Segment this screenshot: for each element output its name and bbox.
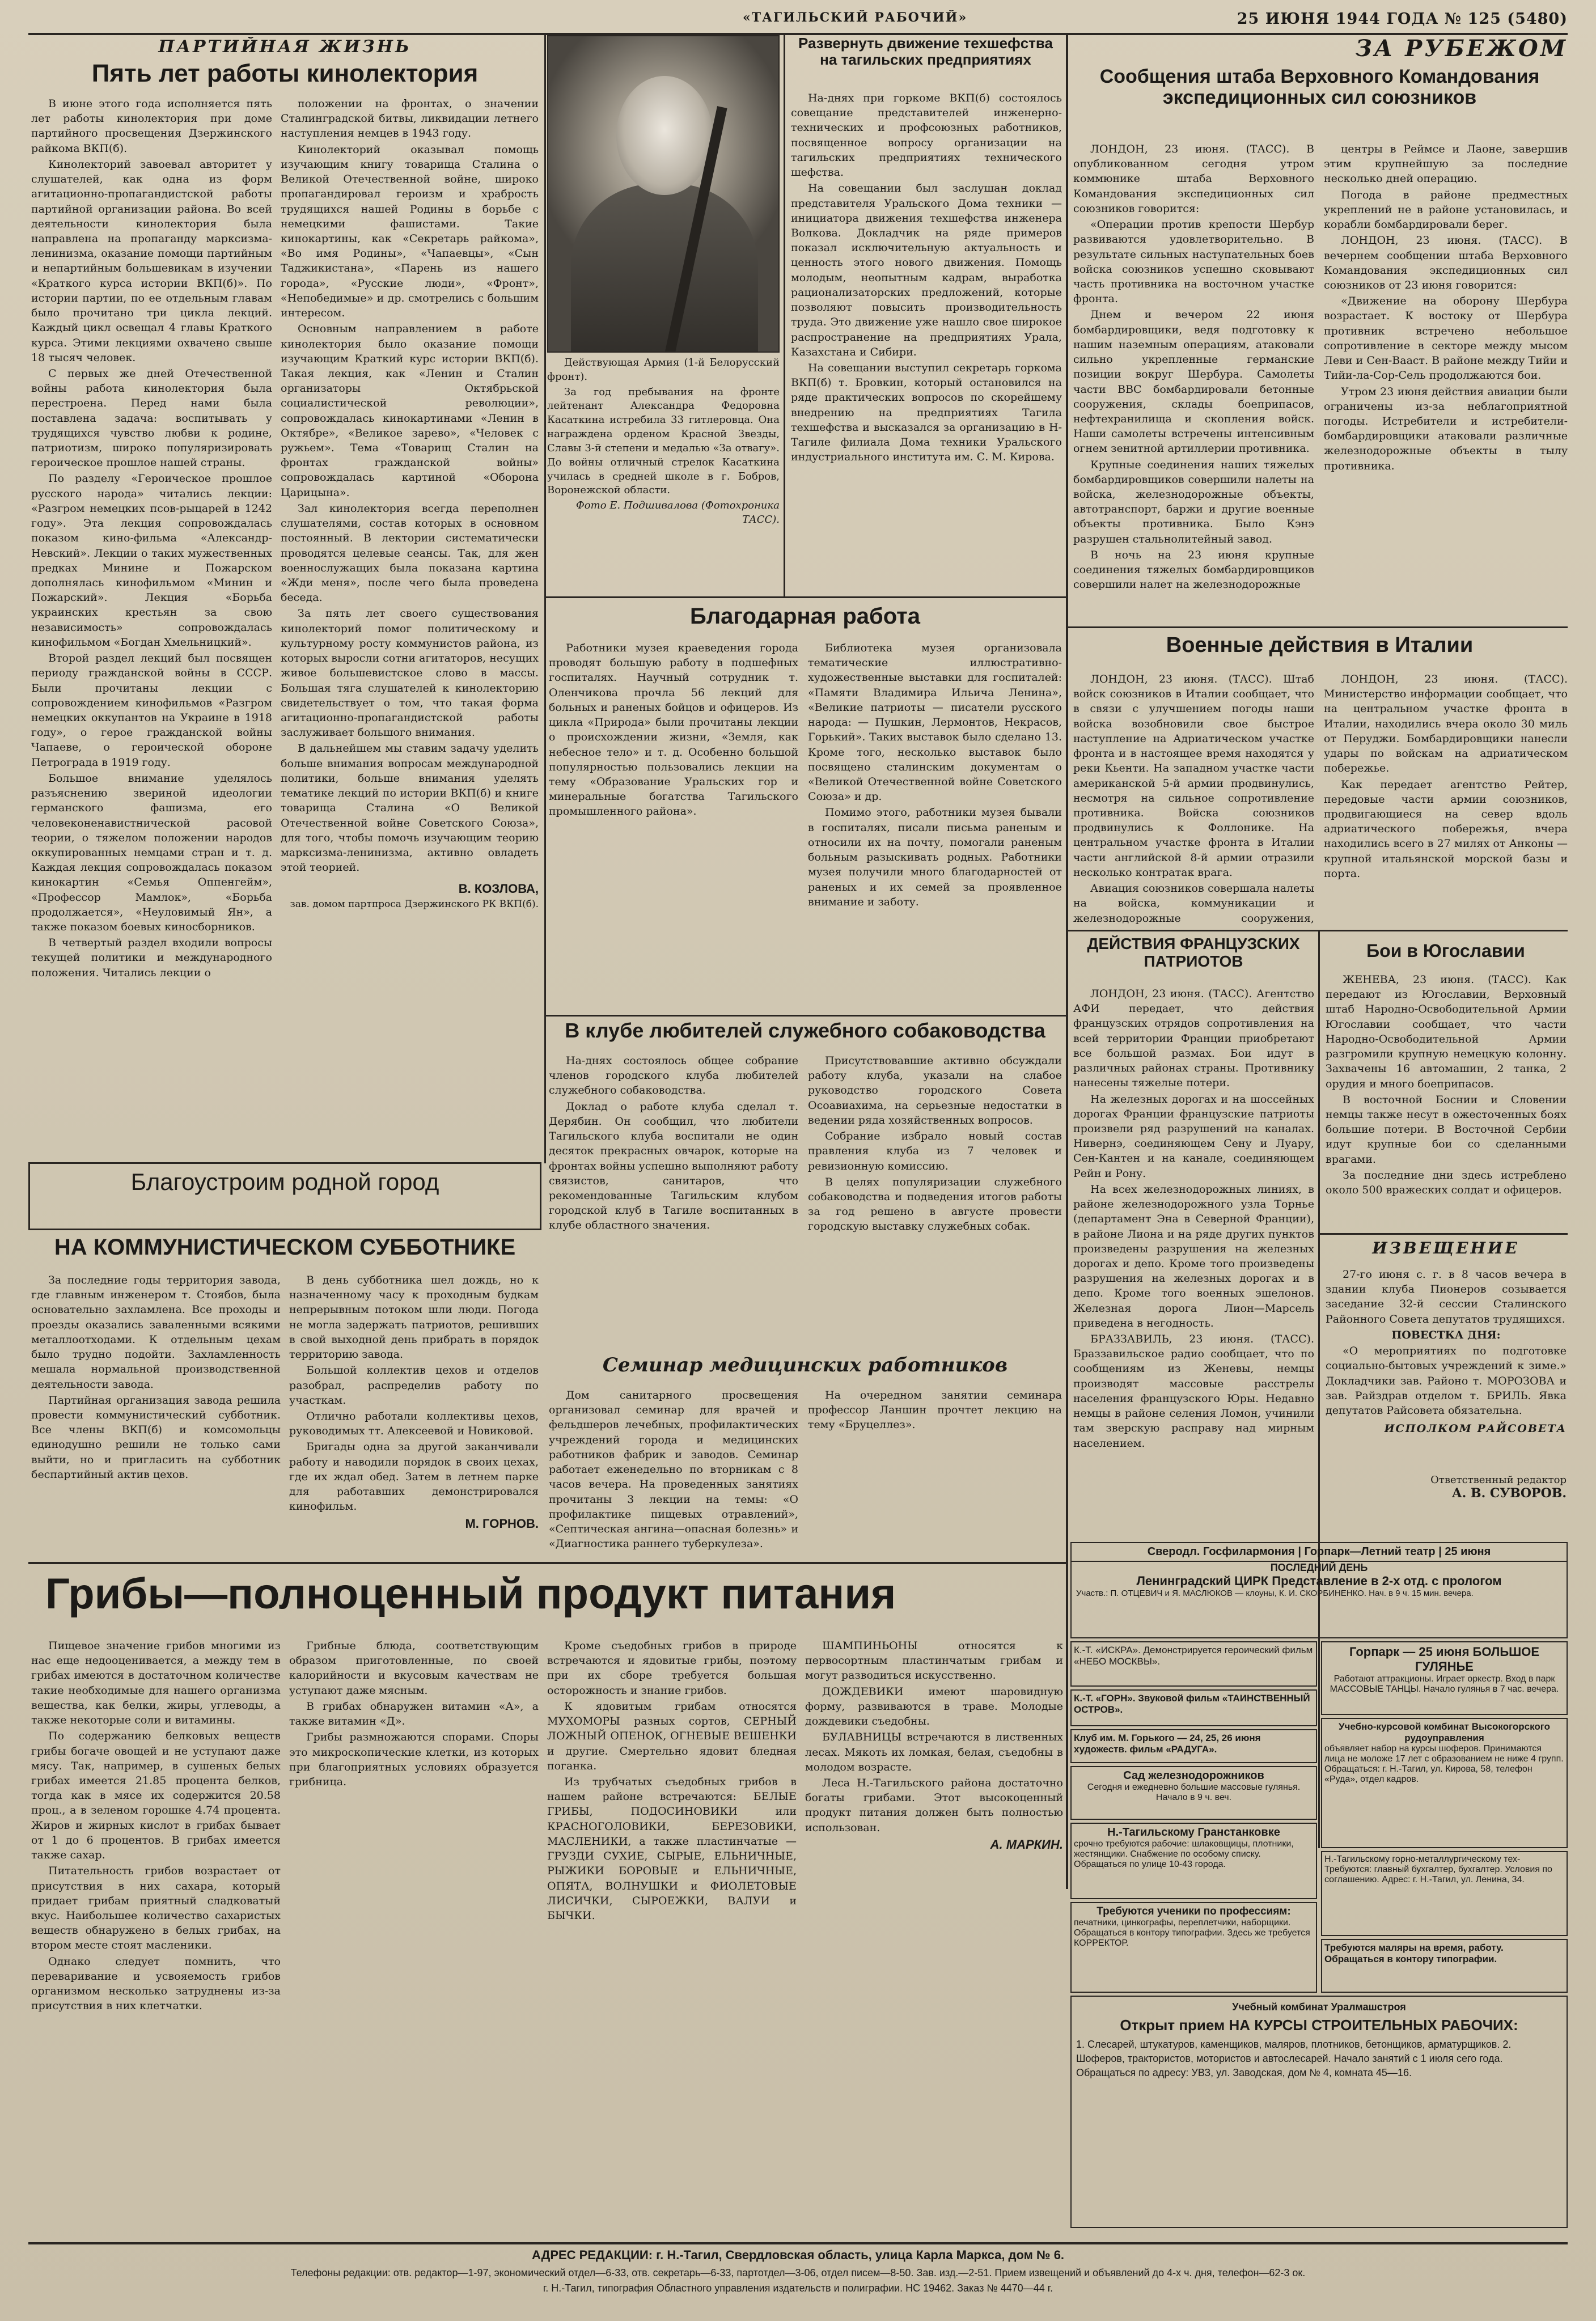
ad-text: Требуются маляры на время, работу. Обращаться в контору типографии. (1324, 1942, 1504, 1964)
footer-rule (28, 2242, 1568, 2244)
footer-print: г. Н.-Тагил, типография Областного управления издательств и полиграфии. НС 19462. Заказ № 4470—44 г. (543, 2282, 1053, 2294)
french-header (1072, 935, 1315, 981)
paragraph: За последние дни здесь истреблено около 500 вражеских солдат и офицеров. (1326, 1168, 1567, 1197)
paragraph: Однако следует помнить, что переваривание и усвояемость грибов организмом несколько затруднены из-за присутствия в них клетчатки. (31, 1955, 281, 2013)
notice-sign: ИСПОЛКОМ РАЙСОВЕТА (1384, 1422, 1567, 1435)
ad-painters (1321, 1939, 1568, 1993)
paragraph: На очередном занятии семинара профессор Ланшин прочтет лекцию на тему «Бруцеллез». (808, 1389, 1062, 1431)
paragraph: Утром 23 июня действия авиации были ограничены из-за неблагоприятной погоды. Истребители и истребители-бомбардировщики атаковали различные железнодорожные объекты в тылу противника. (1324, 385, 1568, 472)
paragraph: ШАМПИНЬОНЫ относятся к первосортным пластинчатым грибам и могут разводиться искусственно. (805, 1640, 1063, 1682)
paragraph: К ядовитым грибам относятся МУХОМОРЫ разных сортов, СЕРНЫЙ ЛОЖНЫЙ ОПЕНОК, ОГНЕВЫЕ ВЕШЕНКИ и другие. Смертельно ядовит бледная поганка. (547, 1700, 797, 1772)
paragraph: На-днях при горкоме ВКП(б) состоялось совещание представителей инженерно-технических и профсоюзных работников, посвященное вопросу организации на тагильских предприятиях технического шефства. (791, 92, 1062, 179)
paragraph: С первых же дней Отечественной войны работа кинолектория была перестроена. Перед нами была поставлена задача: воспитывать у трудящихся чувство любви к родине, патриотизм, широко популяризировать героическое прошлое нашей страны. (31, 367, 272, 469)
paragraph: На-днях состоялось общее собрание членов городского клуба любителей служебного собаководства. (549, 1054, 798, 1097)
article-title: Бои в Югославии (1366, 941, 1525, 961)
article-title: НА КОММУНИСТИЧЕСКОМ СУББОТНИКЕ (54, 1235, 516, 1260)
article-title: Семинар медицинских работников (602, 1355, 1008, 1376)
ad-title: Горпарк — 25 июня БОЛЬШОЕ ГУЛЯНЬЕ (1349, 1645, 1540, 1674)
paragraph: В восточной Боснии и Словении немцы также несут в ожесточенных боях большие потери. В Восточной Сербии идут крупные бои со сделанными врагами. (1326, 1093, 1567, 1166)
paragraph: Грибные блюда, соответствующим образом приготовленные, по своей калорийности и вкусовым качествам не уступают даже мясным. (289, 1640, 539, 1697)
gratitude-col2 (808, 641, 1062, 1015)
italy-col1 (1073, 672, 1314, 924)
paragraph: Зал кинолектория всегда переполнен слушателями, состав которых в основном постоянный. В лектории систематически проводятся целевые сеансы. Так, для жен военнослужащих была показана картина «Жди меня», после чего была проведена беседа. (281, 502, 539, 604)
paragraph: Леса Н.-Тагильского района достаточно богаты грибами. Этот высокоценный продукт питания должен быть полностью использован. (805, 1776, 1063, 1834)
paragraph: В дальнейшем мы ставим задачу уделить больше внимания вопросам международной политики, больше внимания уделять тематике лекций по истории ВКП(б) и книге товарища Сталина «О Великой Отечественной войне Советского Союза», для того, чтобы помочь изучающим теорию марксизма-ленинизма, активно овладеть этой теорией. (281, 742, 539, 874)
paragraph: Кинолекторий завоевал авторитет у слушателей, как одна из форм агитационно-пропагандистской работы партийной организации района. Во всей деятельности кинолектория была направлена на пропаганду марксизма-ленинизма, оказание помощи партийным и непартийным большевикам в изучении «Краткого курса истории ВКП(б)». По истории партии, по ее отдельным главам было прочитано три цикла лекций. Каждый цикл освещал 4 главы Краткого курса. Этими лекциями охвачено свыше 18 тысяч человек. (31, 158, 272, 364)
photo-sniper (547, 35, 780, 353)
paragraph: Работники музея краеведения города проводят большую работу в подшефных госпиталях. Научный сотрудник т. Оленчикова прочла 56 лекций для больных и раненых бойцов и офицеров. Из цикла «Природа» были прочитаны лекции о происхождении жизни, «Земля, как небесное тело» и т. д. Особенно большой популярностью пользовались лекции на тему «Образование Уральских гор и минеральные богатства Тагильского промышленного района». (549, 642, 798, 818)
seminar-col1 (549, 1388, 798, 1558)
seminar-col2 (808, 1388, 1062, 1558)
ad-mining (1321, 1851, 1568, 1936)
editor-name: А. В. СУВОРОВ. (1451, 1486, 1567, 1501)
paragraph: Днем и вечером 22 июня бомбардировщики, ведя подготовку к нашим наземным операциям, атаковали сильно укрепленные германские позиции вокруг Шербура. Самолеты части ВВС бомбардировали бетонные сооружения, склады боеприпасов, нефтехранилища и скопления войск. Наши самолеты встречены интенсивным огнем зенитной артиллерии противника. (1073, 308, 1314, 455)
ad-iskra (1070, 1641, 1317, 1687)
city-col2 (289, 1273, 539, 1556)
ad-title: Требуются ученики по профессиям: (1097, 1905, 1291, 1917)
paragraph: По содержанию белковых веществ грибы богаче овощей и не уступают даже мясу. Так, например, в сушеных белых грибах имеется 21.85 процента белков, тогда как в мясе их содержится 20.58 проц., а в зеленом горошке 4.74 процента. Жиров и жирных кислот в грибах бывает от 1 до 6 процентов. В грибах имеется также сахар. (31, 1730, 281, 1862)
paragraph: «Операции против крепости Шербур развиваются удовлетворительно. В результате сильных наступательных боев войска союзников успешно сковывают часть противника на восточном участке фронта. (1073, 218, 1314, 306)
caption-text: За год пребывания на фронте лейтенант Александра Федоровна Касаткина истребила 33 гитлеровца. Она награждена орденом Красной Звезды, Славы 3-й степени и медалью «За отвагу». До войны отличный стрелок Касаткина училась в средней школе в г. Бобров, Воронежской области. (547, 386, 780, 497)
paragraph: Погода в районе предместных укреплений не в районе установилась, и корабли бомбардировали берег. (1324, 188, 1568, 231)
paragraph: Партийная организация завода решила провести коммунистический субботник. Все члены ВКП(б) и комсомольцы единодушно решили не только сами выйти, но и пригласить на субботник беспартийный актив цехов. (31, 1394, 281, 1481)
ad-text: Н.-Тагильскому горно-металлургическому тех- Требуются: главный бухгалтер, бухгалтер. Условия по соглашению. Адрес: г. Н.-Тагил, ул. Ленина, 34. (1324, 1854, 1552, 1884)
article-title: Пять лет работы кинолектория (91, 60, 479, 87)
section-rubric: Благоустроим родной город (130, 1168, 439, 1195)
footer-phones: Телефоны редакции: отв. редактор—1-97, экономический отдел—6-33, отв. секретарь—6-33, партотдел—3-06, отдел писем—8-50. Зав. изд.—2-51. Прием извещений и объявлений до 4-х ч. дня, телефон—62-3 ок. (290, 2267, 1306, 2278)
ad-text: Клуб им. М. Горького — 24, 25, 26 июня художеств. фильм «РАДУГА». (1074, 1733, 1261, 1755)
column-rule (1066, 35, 1068, 1889)
kinolectory-col2 (281, 96, 539, 1157)
kinolectory-header (28, 37, 541, 91)
techshefstvo-body (791, 91, 1062, 595)
dogclub-col1 (549, 1053, 798, 1354)
techshefstvo-header (788, 35, 1063, 89)
article-title: ДЕЙСТВИЯ ФРАНЦУЗСКИХ ПАТРИОТОВ (1087, 935, 1300, 970)
paragraph: Крупные соединения наших тяжелых бомбардировщиков совершили налеты на войска, железнодорожные объекты, автотранспорт, баржи и другие военные объекты противника. Было Кэнэ разрушен стальнолитейный завод. (1073, 458, 1314, 545)
ad-main: Ленинградский ЦИРК Представление в 2-х отд. с прологом (1136, 1574, 1502, 1588)
ad-text: 1. Слесарей, штукатуров, каменщиков, маляров, плотников, бетонщиков, арматурщиков. 2. Шоферов, трактористов, мотористов и автослесарей. Начало занятий с 1 июля сего года. Обращаться по адресу: УВЗ, ул. Заводская, дом № 4, комната 45—16. (1076, 2039, 1512, 2079)
italy-header (1072, 634, 1568, 668)
paragraph: БУЛАВНИЦЫ встречаются в лиственных лесах. Мякоть их ломкая, белая, съедобны в молодом возрасте. (805, 1731, 1063, 1773)
article-title: Военные действия в Италии (1166, 634, 1474, 657)
ad-gorky (1070, 1729, 1317, 1763)
mushrooms-col1 (31, 1638, 281, 2239)
paragraph: Из трубчатых съедобных грибов в нашем районе встречаются: БЕЛЫЕ ГРИБЫ, ПОДОСИНОВИКИ или КРАСНОГОЛОВИКИ, БЕРЕЗОВИКИ, МАСЛЕНИКИ, а также пластинчатые — ГРУЗДИ СУХИЕ, СЫРЫЕ, ЕЛЬНИЧНЫЕ, РЫЖИКИ БОРОВЫЕ и ЕЛЬНИЧНЫЕ, ОПЯТА, ВОЛНУШКИ и ФИОЛЕТОВЫЕ ЛИСИЧКИ, СЫРОЕЖКИ, ВАЛУИ и БЫЧКИ. (547, 1775, 797, 1922)
mushrooms-col4 (805, 1638, 1063, 2239)
paragraph: Кроме съедобных грибов в природе встречаются и ядовитые грибы, поэтому при их сборе требуется большая осторожность и знание грибов. (547, 1640, 797, 1697)
paragraph: ЛОНДОН, 23 июня. (ТАСС). В вечернем сообщении штаба Верховного Командования экспедиционных сил союзников от 23 июня говорится: (1324, 234, 1568, 291)
paragraph: положении на фронтах, о значении Сталинградской битвы, ликвидации летнего наступления немцев в 1943 году. (281, 98, 539, 140)
abroad-col2 (1324, 142, 1568, 624)
paragraph: Большое внимание уделялось разъяснению звериной идеологии германского фашизма, его человеконенавистнической расовой теории, о тяжелом положении народов оккупированных немцами стран и т. д. Каждая лекция сопровождалась показом кинокартин «Семья Оппенгейм», «Профессор Мамлок», «Борьба продолжается», «Неуловимый Ян», а также показом боевых киносборников. (31, 772, 272, 934)
ad-text: Сегодня и ежедневно большие массовые гулянья. Начало в 9 ч. веч. (1087, 1782, 1301, 1802)
article-title: В клубе любителей служебного собаководства (565, 1019, 1045, 1042)
gratitude-col1 (549, 641, 798, 1015)
ad-school: Учебный комбинат Уралмашстроя (1232, 2001, 1406, 2013)
ad-title: Н.-Тагильскому Гранстанковке (1107, 1826, 1280, 1839)
paragraph: Грибы размножаются спорами. Споры это микроскопические клетки, из которых при благоприятных условиях образуется грибница. (289, 1731, 539, 1788)
paragraph: В целях популяризации служебного собаководства и подведения итогов работы за год решено в августе провести городскую выставку служебных собак. (808, 1175, 1062, 1233)
section-rubric: ПАРТИЙНАЯ ЖИЗНЬ (158, 37, 412, 57)
paragraph: Кинолекторий оказывал помощь изучающим книгу товарища Сталина о Великой Отечественной войне, широко пропагандировал героизм и храбрость трудящихся нашей Родины в борьбе с немецкими фашистами. Такие кинокартины, как «Секретарь райкома», «Во имя Родины», «Чапаевцы», «Сын Таджикистана», «Парень из нашего города», «Русские люди», «Фронт», «Непобедимые» и др. смотрелись с большим интересом. (281, 143, 539, 320)
paragraph: Бригады одна за другой заканчивали работу и наводили порядок в своих цехах, где их ждал обед. Затем в летнем парке для работавших демонстрировался кинофильм. (289, 1441, 539, 1513)
article-title: Грибы—полноценный продукт питания (45, 1570, 896, 1618)
photo-figure (571, 184, 758, 353)
paragraph: Библиотека музея организовала тематические иллюстративно-художественные выставки для госпиталей: «Памяти Владимира Ильича Ленина», «Великие патриоты — писатели русского народа: — Пушкин, Лермонтов, Некрасов, Горький». Таких выставок было сделано 13. Кроме того, несколько выставок было посвящено сталинским документам о «Великой Отечественной войне Советского Союза» и др. (808, 642, 1062, 803)
paragraph: центры в Реймсе и Лаоне, завершив этим крупнейшую за последние несколько дней операцию. (1324, 143, 1568, 185)
ad-garden (1070, 1766, 1317, 1820)
paragraph: На совещании выступил секретарь горкома ВКП(б) т. Бровкин, который остановился на ряде практических вопросов по скорейшему внедрению на предприятиях Тагила техшефства и высказался за организацию в Н-Тагиле филиала Дома техники Уральского индустриального института им. С. М. Кирова. (791, 361, 1062, 464)
ad-title: Сверодл. Госфилармония | Горпарк—Летний театр | 25 июня (1072, 1543, 1567, 1562)
city-rubric-box (28, 1162, 541, 1230)
abroad-col1 (1073, 142, 1314, 624)
paragraph: На железных дорогах и на шоссейных дорогах Франции французские патриоты произвели ряд разрушений на каналах. Нивернэ, соединяющем Сену и Луару, Сен-Кантен и на канале, соединяющем Рейн и Рону. (1073, 1092, 1314, 1180)
ad-gorpark (1321, 1641, 1568, 1715)
caption-line: Действующая Армия (1-й Белорусский фронт). (547, 357, 780, 383)
ad-sub: ПОСЛЕДНИЙ ДЕНЬ (1270, 1562, 1368, 1573)
column-rule (544, 35, 546, 1163)
paragraph: На совещании был заслушан доклад представителя Уральского Дома техники — инициатора движения техшефства инженера Волкова. Докладчик на ряде примеров показал исключительную актуальность и ценность этого нового движения. Помощь молодым, неопытным кадрам, выработка рационализаторских предложений, которые позволяют повысить производительность труда. Это движение уже нашло свое широкое распространение на предприятиях Урала, Казахстана и Сибири. (791, 182, 1062, 358)
agenda-label: ПОВЕСТКА ДНЯ: (1391, 1328, 1501, 1341)
ad-build-courses (1070, 1996, 1568, 2228)
column-rule (1318, 930, 1320, 1848)
paragraph: Отлично работали коллективы цехов, руководимых тт. Алексеевой и Новиковой. (289, 1409, 539, 1438)
paragraph: Помимо этого, работники музея бывали в госпиталях, писали письма раненым и относили их на почту, помогали раненым больным разыскивать родных. Работники музея получили много благодарностей от раненых и их семей за проявленное внимание и заботу. (808, 806, 1062, 908)
ad-text: К.-Т. «ГОРН». Звуковой фильм «ТАИНСТВЕННЫЙ ОСТРОВ». (1074, 1693, 1310, 1715)
paragraph: ДОЖДЕВИКИ имеют шаровидную форму, развиваются в траве. Молодые дождевики съедобны. (805, 1685, 1063, 1728)
city-header (28, 1235, 541, 1269)
paragraph: В грибах обнаружен витамин «А», а также витамин «Д». (289, 1700, 539, 1728)
italy-col2 (1324, 672, 1568, 924)
section-rule (546, 596, 1066, 598)
ad-title: Открыт прием НА КУРСЫ СТРОИТЕЛЬНЫХ РАБОЧИХ: (1120, 2017, 1518, 2034)
city-col1 (31, 1273, 281, 1556)
dogclub-col2 (808, 1053, 1062, 1354)
paragraph: Пищевое значение грибов многими из нас еще недооценивается, а между тем в грибах имеются в достаточном количестве такие необходимые для нашего организма вещества, как белки, жиры, углеводы, а также некоторые соли и витамины. (31, 1640, 281, 1727)
paragraph: Доклад о работе клуба сделал т. Дерябин. Он сообщил, что любители Тагильского клуба воспитали не один десяток прекрасных овчарок, которые на фронтах войны успешно выполняют работу связистов, санитаров, что рекомендованные Тагильским клубом городской клуб в Тагиле воспитанных в клубе областного значения. (549, 1100, 798, 1232)
ad-text: Работают аттракционы. Играет оркестр. Вход в парк МАССОВЫЕ ТАНЦЫ. Начало гулянья в 7 час. вечера. (1330, 1674, 1559, 1694)
gratitude-header (547, 604, 1063, 638)
paragraph: По разделу «Героическое прошлое русского народа» читались лекции: «Разгром немецких псов-рыцарей в 1242 году». Эта лекция сопровождалась показом кино-фильма «Александр-Невский». Лекции о таких мужественных предках Минине и Пожарском дополнялась кинофильмом «Минин и Пожарский». Лекция «Борьба украинских крестьян за свою независимость» сопровождалась кинофильмом «Богдан Хмельницкий». (31, 472, 272, 649)
article-author: М. ГОРНОВ. (465, 1516, 539, 1531)
paragraph: На всех железнодорожных линиях, в районе железнодорожного узла Торнье (департамент Эна в Северной Франции), в районе Лиона и на ряде других пунктов произведены разрушения на железных дорогах и депо. Кроме того произведены разрушения на железных дорогах и в депо. Кроме того военных эшелонов. Железная дорога Лион—Марсель приведена в негодность. (1073, 1183, 1314, 1329)
mushrooms-col2 (289, 1638, 539, 2239)
editor-block (1326, 1474, 1567, 1536)
paragraph: ЖЕНЕВА, 23 июня. (ТАСС). Как передают из Югославии, Верховный штаб Народно-Освободительной Армии Югославии сообщает, что части Народно-Освободительной Армии разгромили крупную немецкую колонну. Захвачены 16 автомашин, 2 танка, 2 орудия и много боеприпасов. (1326, 973, 1567, 1090)
paragraph: Собрание избрало новый состав правления клуба из 7 человек и ревизионную комиссию. (808, 1130, 1062, 1172)
ad-title: Сад железнодорожников (1123, 1769, 1264, 1782)
paragraph: Большой коллектив цехов и отделов разобрал, распределив работу по участкам. (289, 1364, 539, 1407)
mushrooms-header (28, 1570, 1066, 1633)
section-rule (28, 1562, 1068, 1564)
paragraph: БРАЗЗАВИЛЬ, 23 июня. (ТАСС). Браззавильское радио сообщает, что по сообщениям из Женевы, немцы производят массовые расстрелы населения французского Юры. Недавно немцы в районе селения Ломон, учинили там зверскую расправу над мирным населением. (1073, 1333, 1314, 1450)
article-author: В. КОЗЛОВА, (458, 882, 539, 896)
section-rule (1068, 626, 1568, 628)
paragraph: ЛОНДОН, 23 июня. (ТАСС). Агентство АФИ передает, что действия французских отрядов сопротивления на всей территории Франции приобретают все большой размах. Бои идут в различных районах страны. Противнику нанесены тяжелые потери. (1073, 988, 1314, 1090)
paragraph: В четвертый раздел входили вопросы текущей политики и международного положения. Читались лекции о (31, 937, 272, 979)
article-title: Благодарная работа (689, 604, 921, 629)
abroad-header (1072, 35, 1568, 154)
ad-circus (1070, 1542, 1568, 1638)
paragraph: В июне этого года исполняется пять лет работы кинолектория при доме партийного просвещения Дзержинского райкома ВКП(б). (31, 98, 272, 155)
seminar-header (547, 1355, 1063, 1384)
paragraph: За последние годы территория завода, где главным инженером т. Стоябов, была основательно захламлена. Все проходы и проезды оказались заваленными всякими металлоотходами. К отдельным цехам было трудно подойти. Захламленность мешала нормальной производственной деятельности завода. (31, 1274, 281, 1391)
kinolectory-col1 (31, 96, 272, 1157)
masthead (28, 10, 1568, 34)
notice-title: ИЗВЕЩЕНИЕ (1372, 1239, 1519, 1257)
yugoslavia-header (1324, 941, 1568, 969)
ad-apprentices (1070, 1902, 1317, 1993)
issue-date: 25 ИЮНЯ 1944 ГОДА № 125 (5480) (1237, 10, 1568, 28)
paragraph: «О мероприятиях по подготовке социально-бытовых учреждений к зиме.» Докладчики зав. Районо т. МОРОЗОВА и зав. Райздрав отделом т. БРИЛЬ. Явка депутатов Райсовета обязательна. (1326, 1345, 1567, 1417)
photo-caption (547, 356, 780, 594)
paragraph: 27-го июня с. г. в 8 часов вечера в здании клуба Пионеров созывается заседание 32-й сессии Сталинского Районного Совета депутатов трудящихся. (1326, 1268, 1567, 1325)
author-position: зав. домом партпроса Дзержинского РК ВКП(б). (290, 898, 539, 910)
editor-label: Ответственный редактор (1430, 1474, 1567, 1486)
footer (28, 2248, 1568, 2316)
ad-text: Участв.: П. ОТЦЕВИЧ и Я. МАСЛЮКОВ — клоуны, К. И. СКОРБИНЕНКО. Нач. в 9 ч. 15 мин. вечера. (1076, 1589, 1474, 1598)
article-author: А. МАРКИН. (990, 1837, 1063, 1852)
section-rubric: ЗА РУБЕЖОМ (1355, 35, 1568, 62)
paragraph: «Движение на оборону Шербура возрастает. К востоку от Шербура противник встречено небольшое сопротивление в секторе между мысом Леви и Сен-Вааст. В районе между Тийи и Тийи-ла-Сор-Сель продолжаются бои. (1324, 295, 1568, 382)
article-title: Развернуть движение техшефства на тагильских предприятиях (798, 35, 1053, 68)
paragraph: За пять лет своего существования кинолекторий помог политическому и культурному росту коммунистов района, из которых выросли сотни агитаторов, несущих живое большевистское слово в массы. Большая тяга слушателей к кинолекторию свидетельствует о том, что такая форма агитационно-пропагандистской работы заслуживает большого внимания. (281, 607, 539, 739)
paragraph: ЛОНДОН, 23 июня. (ТАСС). Штаб войск союзников в Италии сообщает, что в связи с улучшением погоды наши войска возобновили свое быстрое наступление на Адриатическом участке фронта и в настоящее время находятся у реки Кьенти. На западном участке части американской 5-й армии продвинулись, несмотря на сильное сопротивление противника. Войска союзников продвинулись к Фоллонике. На центральном участке фронта в Италии части английской 8-й армии отразили несколько контратак врага. (1073, 673, 1314, 879)
paragraph: ЛОНДОН, 23 июня. (ТАСС). Министерство информации сообщает, что на центральном участке фронта в Италии, находились вчера около 30 миль от Перуджи. Бомбардировщики нанесли удары по войскам на адриатическом побережье. (1324, 673, 1568, 775)
photo-credit: Фото Е. Подшивалова (Фотохроника ТАСС). (575, 499, 780, 526)
article-title: Сообщения штаба Верховного Командования экспедиционных сил союзников (1099, 66, 1540, 109)
mushrooms-col3 (547, 1638, 797, 2239)
footer-address: АДРЕС РЕДАКЦИИ: г. Н.-Тагил, Свердловская область, улица Карла Маркса, дом № 6. (531, 2248, 1065, 2262)
photo-face (616, 76, 713, 195)
ad-text: объявляет набор на курсы шоферов. Принимаются лица не моложе 17 лет с образованием не ниже 4 групп. Обращаться: г. Н.-Тагил, ул. Кирова, 58, телефон «Руда», отдел кадров. (1324, 1744, 1564, 1784)
section-rule (1320, 1233, 1568, 1235)
section-rule (546, 1015, 1066, 1017)
ad-granst (1070, 1823, 1317, 1899)
ad-training (1321, 1718, 1568, 1848)
paragraph: ЛОНДОН, 23 июня. (ТАСС). В опубликованном сегодня утром коммюнике штаба Верховного Командования экспедиционных сил союзников говорится: (1073, 143, 1314, 215)
column-rule (784, 35, 785, 596)
ad-text: срочно требуются рабочие: шлаковщицы, плотники, жестянщики. Снабжение по особому списку. Обращаться по улице 10-43 города. (1074, 1839, 1294, 1869)
paragraph: Авиация союзников совершала налеты на войска, коммуникации и железнодорожные сооружения, (1073, 882, 1314, 924)
ad-title: Учебно-курсовой комбинат Высокогорского рудоуправления (1338, 1721, 1551, 1743)
ad-text: печатники, цинкографы, переплетчики, наборщики. Обращаться в контору типографии. Здесь же требуется КОРРЕКТОР. (1074, 1918, 1310, 1948)
paragraph: Дом санитарного просвещения организовал семинар для врачей и фельдшеров лечебных, профилактических учреждений города и медицинских работников фабрик и заводов. Семинар работает еженедельно по вторникам с 8 часов вечера. На проведенных занятиях прочитаны 3 лекции на темы: «О профилактике пищевых отравлений», «Септическая ангина—опасная болезнь» и «Диагностика раннего туберкулеза». (549, 1389, 798, 1551)
notice-header (1324, 1239, 1568, 1267)
notice-body (1326, 1267, 1567, 1468)
paragraph: Присутствовавшие активно обсуждали работу клуба, указали на слабое руководство городского Совета Осоавиахима, на серьезные недостатки в ведении ряда хозяйственных вопросов. (808, 1054, 1062, 1126)
paragraph: В день субботника шел дождь, но к назначенному часу к проходным будкам непрерывным потоком шли люди. Погода не могла задержать патриотов, решивших в свой выходной день прибрать в порядок территорию завода. (289, 1274, 539, 1361)
ad-text: К.-Т. «ИСКРА». Демонстрируется героический фильм «НЕБО МОСКВЫ». (1074, 1645, 1313, 1667)
dogclub-header (547, 1019, 1063, 1051)
paragraph: Питательность грибов возрастает от присутствия в них сахара, который придает грибам приятный сладковатый вкус. Наибольшее количество сахаристых веществ обнаружено в белых грибах, на втором месте стоят масленики. (31, 1865, 281, 1952)
ad-gorn (1070, 1689, 1317, 1726)
paragraph: В ночь на 23 июня крупные соединения тяжелых бомбардировщиков совершили налет на железнодорожные (1073, 548, 1314, 591)
paragraph: Как передает агентство Рейтер, передовые части армии союзников, продвигающиеся на север вдоль адриатического побережья, вчера находились всего в 27 милях от Анконы — крупной итальянской морской базы и порта. (1324, 778, 1568, 880)
paragraph: Второй раздел лекций был посвящен периоду гражданской войны в СССР. Были прочитаны лекции с сопровождением кинофильмов «Разгром немецких оккупантов на Украине в 1918 году», о герое гражданской войны Чапаеве, о героической обороне Петрограда в 1919 году. (31, 652, 272, 769)
paper-name: «ТАГИЛЬСКИЙ РАБОЧИЙ» (743, 10, 968, 25)
paragraph: Основным направлением в работе кинолектория было оказание помощи изучающим Краткий курс истории ВКП(б). Такая лекция, как «Ленин и Сталин организаторы Октябрьской социалистической революции», сопровождалась кинокартинами «Ленин в Октябре», «Великое зарево», «Человек с ружьем». Тема «Товарищ Сталин на фронтах гражданской войны» сопровождалась картиной «Оборона Царицына». (281, 323, 539, 499)
